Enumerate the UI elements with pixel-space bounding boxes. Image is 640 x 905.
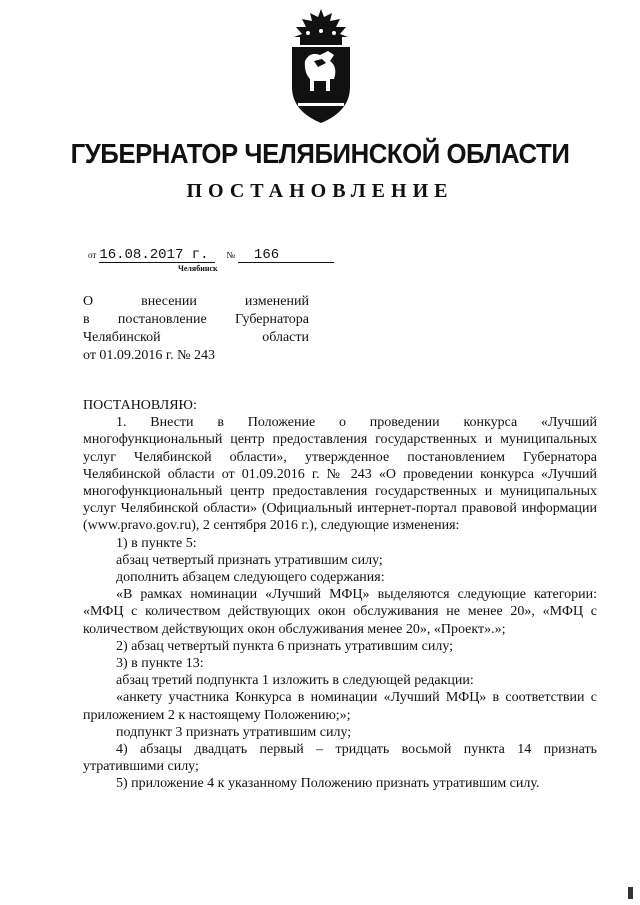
subject-line: Челябинской области (83, 330, 309, 345)
paragraph: подпункт 3 признать утратившим силу; (116, 724, 352, 740)
paragraph: абзац третий подпункта 1 изложить в следующей редакции: (116, 673, 474, 689)
paragraph: 3) в пункте 13: (116, 656, 204, 672)
paragraph: 4) абзацы двадцать первый – тридцать восьмой пункта 14 признать утратившими силу; (83, 742, 597, 775)
document-city: Челябинск (178, 264, 218, 273)
subject-line: от 01.09.2016 г. № 243 (83, 348, 215, 363)
document-body (83, 397, 597, 793)
decree-word: ПОСТАНОВЛЯЮ: (83, 398, 197, 413)
document-type: ПОСТАНОВЛЕНИЕ (186, 180, 454, 202)
document-date: 16.08.2017 г. (99, 248, 215, 263)
subject-line: в постановление Губернатора (83, 312, 309, 327)
chelyabinsk-coat-of-arms-icon (288, 7, 354, 125)
paragraph: «В рамках номинации «Лучший МФЦ» выделяются следующие категории: «МФЦ с количеством действующих окон обслуживания не менее 20», «МФЦ с количеством действующих окон обслуживания менее 20», «Проект».»; (83, 587, 597, 637)
scan-edge-mark (628, 887, 633, 899)
paragraph: 1. Внести в Положение о проведении конкурса «Лучший многофункциональный центр предоставления государственных и муниципальных услуг Челябинской области», утвержденное постановлением Губернатора Челябинской области от 01.09.2016 г. № 243 «О проведении конкурса «Лучший многофункциональный центр предоставления государственных и муниципальных услуг Челябинской области» (Официальный интернет-портал правовой информации (www.pravo.gov.ru), 2 сентября 2016 г.), следующие изменения: (83, 415, 597, 534)
document-meta (88, 247, 334, 263)
paragraph: 5) приложение 4 к указанному Положению признать утратившим силу. (116, 776, 540, 792)
paragraph: 2) абзац четвертый пункта 6 признать утратившим силу; (116, 638, 454, 654)
paragraph: «анкету участника Конкурса в номинации «Лучший МФЦ» в соответствии с приложением 2 к настоящему Положению;»; (83, 690, 597, 723)
document-subject (83, 293, 309, 365)
governor-title: ГУБЕРНАТОР ЧЕЛЯБИНСКОЙ ОБЛАСТИ (70, 138, 570, 169)
paragraph: абзац четвертый признать утратившим силу; (116, 552, 383, 568)
number-prefix: № (226, 250, 235, 260)
document-number: 166 (238, 248, 334, 263)
date-prefix: от (88, 250, 97, 260)
paragraph: 1) в пункте 5: (116, 535, 197, 551)
paragraph: дополнить абзацем следующего содержания: (116, 570, 385, 586)
subject-line: О внесении изменений (83, 294, 309, 309)
